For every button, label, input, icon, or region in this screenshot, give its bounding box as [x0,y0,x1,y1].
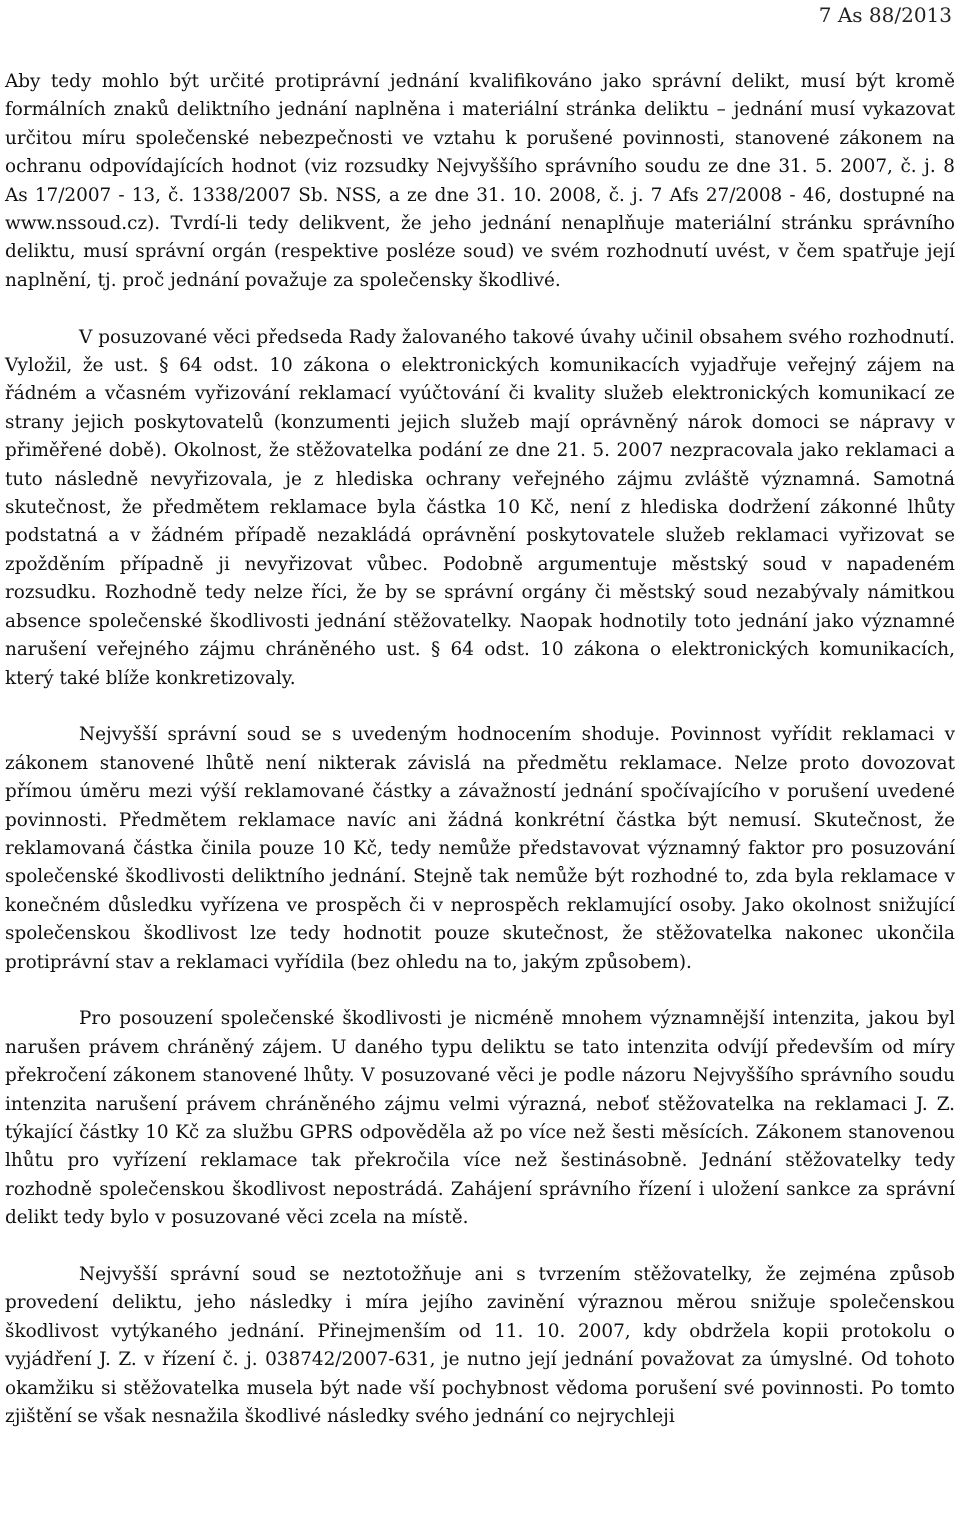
paragraph-2: V posuzované věci předseda Rady žalovaného takové úvahy učinil obsahem svého rozhodnutí. Vyložil, že ust. § 64 odst. 10 zákona o elektronických komunikacích vyjadřuje veřejný zájem na řádném a včasném vyřizování reklamací vyúčtování či kvality služeb elektronických komunikací ze strany jejich poskytovatelů (konzumenti jejich služeb mají oprávněný nárok domoci se nápravy v přiměřené době). Okolnost, že stěžovatelka podání ze dne 21. 5. 2007 nezpracovala jako reklamaci a tuto následně nevyřizovala, je z hlediska ochrany veřejného zájmu zvláště významná. Samotná skutečnost, že předmětem reklamace byla částka 10 Kč, není z hlediska dodržení zákonné lhůty podstatná a v žádném případě nezakládá oprávnění poskytovatele služeb reklamaci vyřizovat se zpožděním případně ji nevyřizovat vůbec. Podobně argumentuje městský soud v napadeném rozsudku. Rozhodně tedy nelze říci, že by se správní orgány či městský soud nezabývaly námitkou absence společenské škodlivosti jednání stěžovatelky. Naopak hodnotily toto jednání jako významné narušení veřejného zájmu chráněného ust. § 64 odst. 10 zákona o elektronických komunikacích, který také blíže konkretizovaly. [5,326,955,689]
paragraph-3: Nejvyšší správní soud se s uvedeným hodnocením shoduje. Povinnost vyřídit reklamaci v zákonem stanovené lhůtě není nikterak závislá na předmětu reklamace. Nelze proto dovozovat přímou úměru mezi výší reklamované částky a závažností jednání spočívajícího v porušení uvedené povinnosti. Předmětem reklamace navíc ani žádná konkrétní částka být nemusí. Skutečnost, že reklamovaná částka činila pouze 10 Kč, tedy nemůže představovat významný faktor pro posuzování společenské škodlivosti deliktního jednání. Stejně tak nemůže být rozhodné to, zda byla reklamace v konečném důsledku vyřízena ve prospěch či v neprospěch reklamující osoby. Jako okolnost snižující společenskou škodlivost lze tedy hodnotit pouze skutečnost, že stěžovatelka nakonec ukončila protiprávní stav a reklamaci vyřídila (bez ohledu na to, jakým způsobem). [5,724,955,973]
paragraph-5: Nejvyšší správní soud se neztotožňuje ani s tvrzením stěžovatelky, že zejména způsob provedení deliktu, jeho následky i míra jejího zavinění výraznou měrou snižuje společenskou škodlivost vytýkaného jednání. Přinejmenším od 11. 10. 2007, kdy obdržela kopii protokolu o vyjádření J. Z. v řízení č. j. 038742/2007-631, je nutno její jednání považovat za úmyslné. Od tohoto okamžiku si stěžovatelka musela být nade vší pochybnost vědoma porušení své povinnosti. Po tomto zjištění se však nesnažila škodlivé následky svého jednání co nejrychleji [5,1264,955,1428]
document-body [5,68,955,1431]
paragraph-1: Aby tedy mohlo být určité protiprávní jednání kvalifikováno jako správní delikt, musí být kromě formálních znaků deliktního jednání naplněna i materiální stránka deliktu – jednání musí vykazovat určitou míru společenské nebezpečnosti ve vztahu k porušené povinnosti, stanovené zákonem na ochranu odpovídajících hodnot (viz rozsudky Nejvyššího správního soudu ze dne 31. 5. 2007, č. j. 8 As 17/2007 - 13, č. 1338/2007 Sb. NSS, a ze dne 31. 10. 2008, č. j. 7 Afs 27/2008 - 46, dostupné na www.nssoud.cz). Tvrdí-li tedy delikvent, že jeho jednání nenaplňuje materiální stránku správního deliktu, musí správní orgán (respektive posléze soud) ve svém rozhodnutí uvést, v čem spatřuje její naplnění, tj. proč jednání považuje za společensky škodlivé. [5,71,955,291]
paragraph-4: Pro posouzení společenské škodlivosti je nicméně mnohem významnější intenzita, jakou byl narušen právem chráněný zájem. U daného typu deliktu se tato intenzita odvíjí především od míry překročení zákonem stanovené lhůty. V posuzované věci je podle názoru Nejvyššího správního soudu intenzita narušení právem chráněného zájmu velmi výrazná, neboť stěžovatelka na reklamaci J. Z. týkající částky 10 Kč za službu GPRS odpověděla až po více než šesti měsících. Zákonem stanovenou lhůtu pro vyřízení reklamace tak překročila více než šestinásobně. Jednání stěžovatelky tedy rozhodně společenskou škodlivost nepostrádá. Zahájení správního řízení i uložení sankce za správní delikt tedy bylo v posuzované věci zcela na místě. [5,1008,955,1229]
case-number: 7 As 88/2013 [818,3,952,27]
